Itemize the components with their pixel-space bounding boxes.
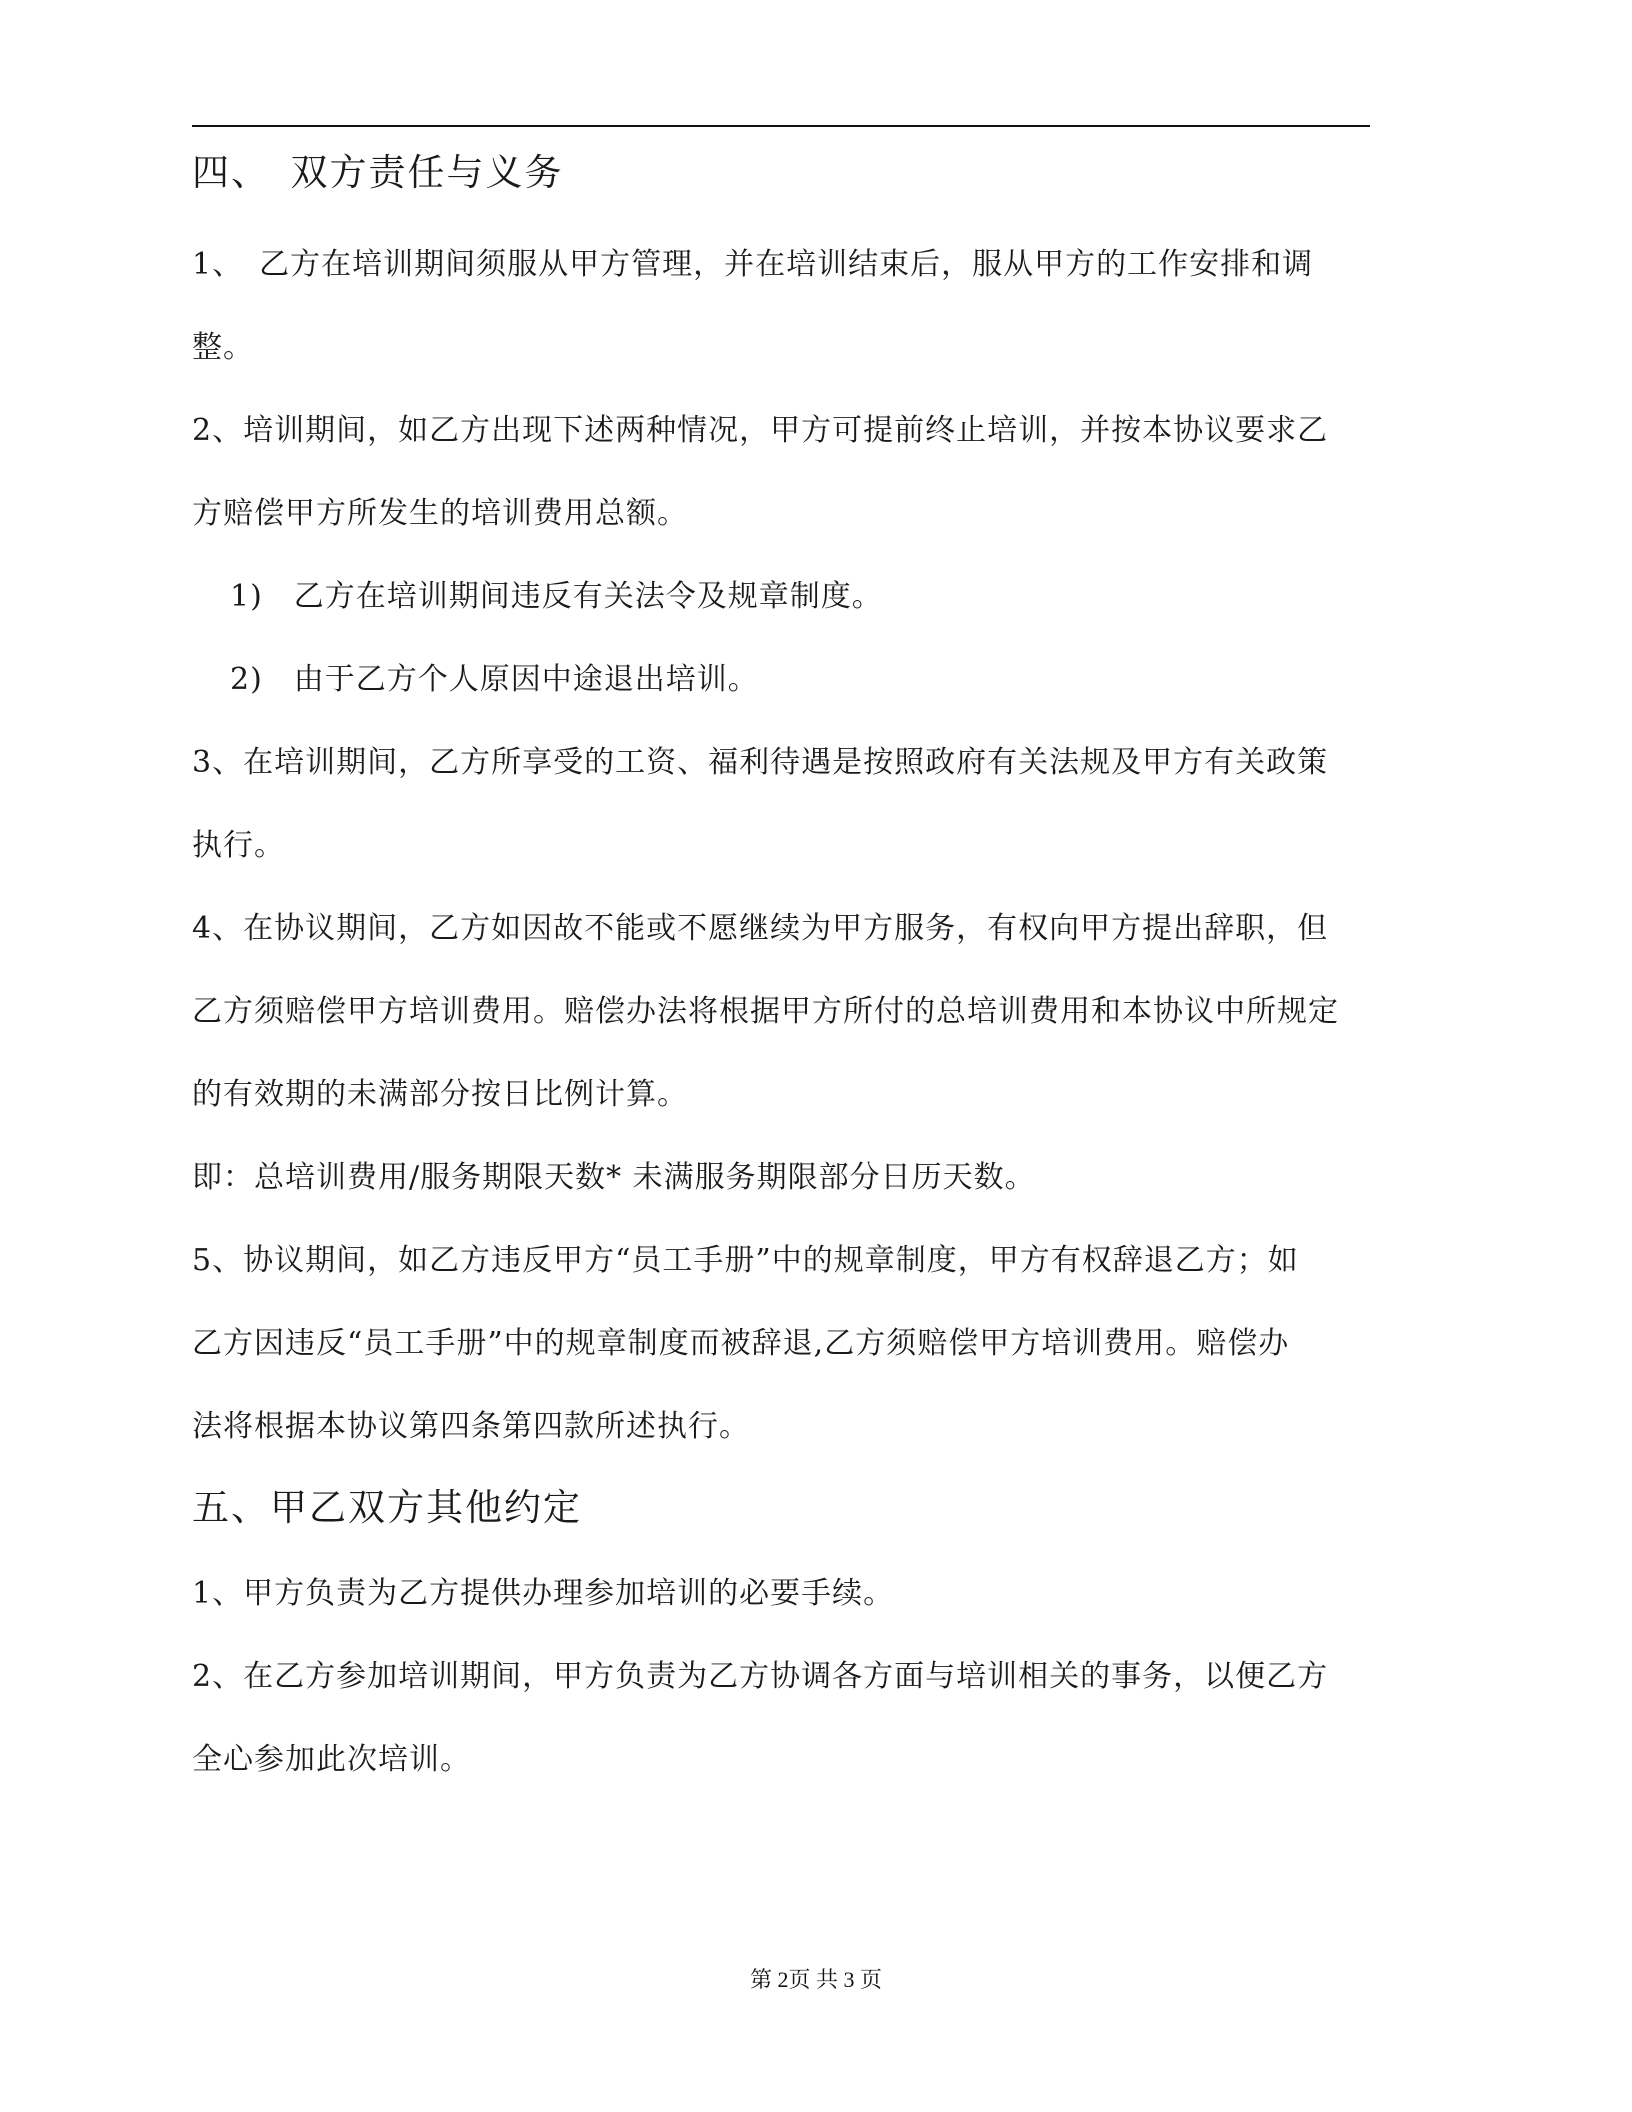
- s4-subitem-2: 2) 由于乙方个人原因中途退出培训。: [230, 662, 759, 697]
- s4-formula-line: 即：总培训费用/服务期限天数* 未满服务期限部分日历天数。: [192, 1160, 1036, 1195]
- s4-subitem-1: 1) 乙方在培训期间违反有关法令及规章制度。: [230, 579, 883, 614]
- section-4-heading: 四、 双方责任与义务: [192, 151, 564, 194]
- s4-line-2: 整。: [192, 330, 254, 365]
- header-rule: [192, 125, 1370, 127]
- s4-line-7: 3、在培训期间，乙方所享受的工资、福利待遇是按照政府有关法规及甲方有关政策: [192, 745, 1329, 780]
- s4-line-8: 执行。: [192, 828, 285, 863]
- s5-line-3: 全心参加此次培训。: [192, 1742, 471, 1777]
- s4-line-13: 5、协议期间，如乙方违反甲方“员工手册”中的规章制度，甲方有权辞退乙方；如: [192, 1243, 1299, 1278]
- s4-line-11: 的有效期的未满部分按日比例计算。: [192, 1077, 688, 1112]
- s4-line-9: 4、在协议期间，乙方如因故不能或不愿继续为甲方服务，有权向甲方提出辞职，但: [192, 911, 1329, 946]
- s4-line-15: 法将根据本协议第四条第四款所述执行。: [192, 1409, 750, 1444]
- s5-line-1: 1、甲方负责为乙方提供办理参加培训的必要手续。: [192, 1576, 895, 1611]
- s4-line-10: 乙方须赔偿甲方培训费用。赔偿办法将根据甲方所付的总培训费用和本协议中所规定: [192, 994, 1339, 1029]
- s4-line-1: 1、 乙方在培训期间须服从甲方管理，并在培训结束后，服从甲方的工作安排和调: [192, 247, 1314, 282]
- s5-line-2: 2、在乙方参加培训期间，甲方负责为乙方协调各方面与培训相关的事务，以便乙方: [192, 1659, 1329, 1694]
- s4-line-3: 2、培训期间，如乙方出现下述两种情况，甲方可提前终止培训，并按本协议要求乙: [192, 413, 1329, 448]
- s4-line-14: 乙方因违反“员工手册”中的规章制度而被辞退,乙方须赔偿甲方培训费用。赔偿办: [192, 1326, 1290, 1361]
- page-number-footer: 第 2页 共 3 页: [749, 1967, 882, 1992]
- section-5-heading: 五、甲乙双方其他约定: [192, 1486, 582, 1529]
- s4-line-4: 方赔偿甲方所发生的培训费用总额。: [192, 496, 688, 531]
